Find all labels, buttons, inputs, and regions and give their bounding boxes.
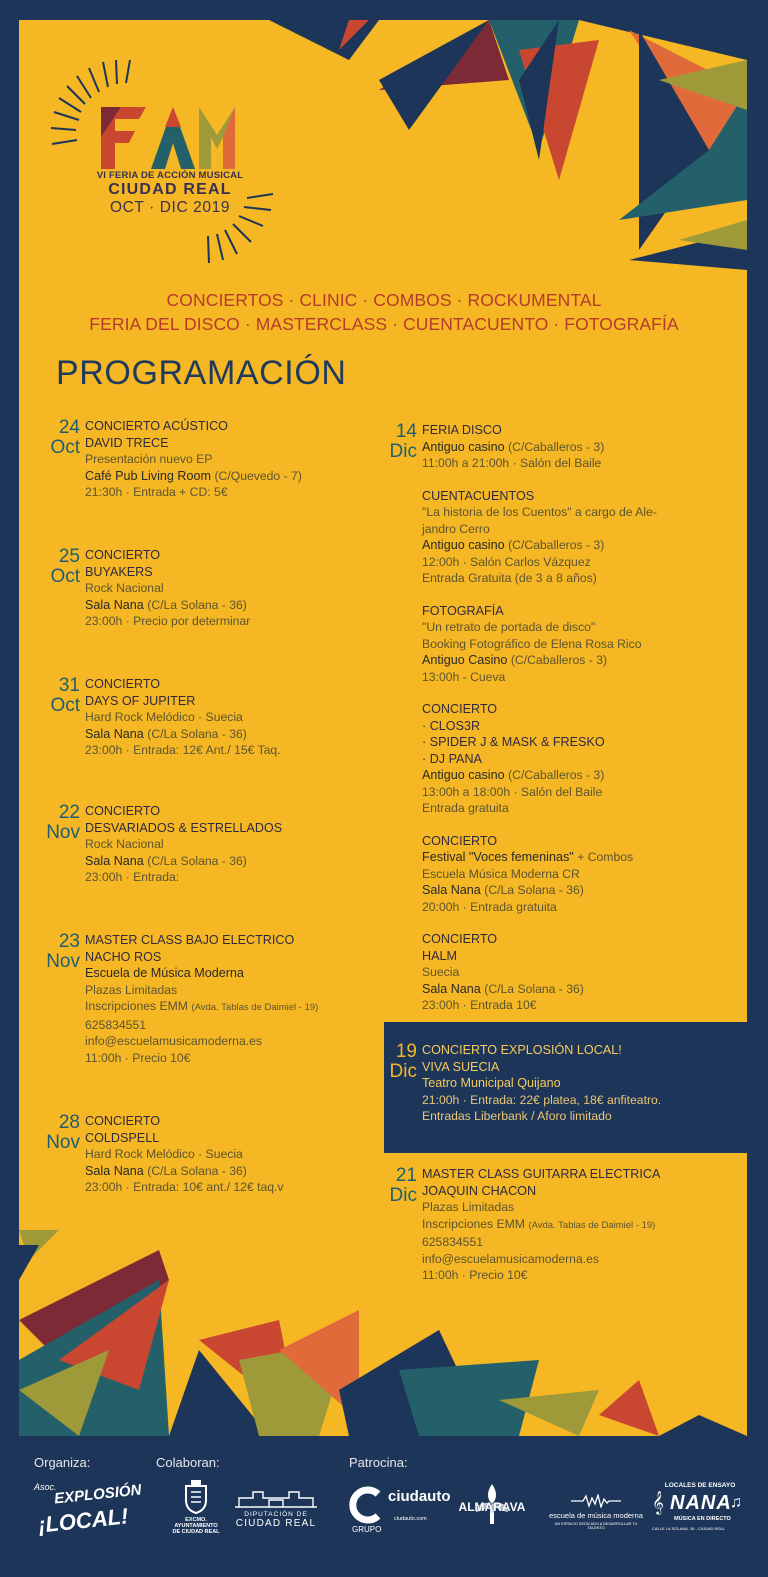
shield-icon [183, 1480, 209, 1514]
event-title: CONCIERTO [85, 548, 161, 562]
event-address: (C/Caballeros - 3) [508, 439, 605, 454]
ayuntamiento-line-2: DE CIUDAD REAL [172, 1529, 220, 1535]
event-venue: Sala Nana [85, 597, 144, 612]
logo-subtitle: VI FERIA DE ACCIÓN MUSICAL [96, 170, 244, 181]
event-day: 25 [58, 546, 80, 567]
event-month: Oct [50, 437, 80, 458]
event-title: CONCIERTO [85, 804, 161, 818]
event-details: 12:00h · Salón Carlos Vázquez [422, 554, 591, 569]
event-month: Oct [50, 566, 80, 587]
nana-address: CALLE LA SOLANA, 36 - CIUDAD REAL [652, 1526, 725, 1531]
local-word: ¡LOCAL! [36, 1503, 130, 1538]
event-address: (C/Caballeros - 3) [508, 538, 605, 552]
event-details: 21:30h · Entrada + CD: 5€ [85, 485, 228, 499]
event-day: 24 [58, 417, 80, 438]
event-phone: 625834551 [422, 1235, 484, 1249]
event-act: · CLOS3R [422, 718, 481, 733]
treble-clef-icon: 𝄞 [652, 1492, 664, 1514]
event-month: Nov [46, 951, 80, 972]
event-details: 23:00h · Entrada: 12€ Ant./ 15€ Taq. [85, 743, 281, 757]
event-day: 23 [58, 931, 80, 952]
event-act: HALM [422, 948, 457, 963]
event-genre: Hard Rock Melódico · Suecia [85, 710, 243, 724]
event-title: MASTER CLASS BAJO ELECTRICO [85, 933, 295, 947]
event-venue: Sala Nana [85, 726, 144, 741]
event-day: 14 [395, 421, 417, 442]
grupo-label: GRUPO [352, 1525, 382, 1534]
event-details: 20:00h · Entrada gratuita [422, 899, 557, 914]
event-info-line: "Un retrato de portada de disco" [422, 620, 596, 634]
event-act: · DJ PANA [422, 751, 482, 766]
page-title: PROGRAMACIÓN [56, 354, 347, 392]
event-info-line: Escuela Música Moderna CR [422, 866, 580, 881]
featured-event-band [384, 1022, 768, 1153]
nana-subtitle: MÚSICA EN DIRECTO [674, 1516, 731, 1522]
event-genre: Presentación nuevo EP [85, 452, 213, 466]
event-month: Dic [389, 441, 417, 462]
explosion-asoc: Asoc. [34, 1482, 57, 1492]
event-month: Dic [389, 1061, 417, 1082]
explosion-word: EXPLOSIÓN [53, 1481, 143, 1508]
event-act: VIVA SUECIA [422, 1059, 500, 1074]
event-address: (C/La Solana - 36) [484, 883, 584, 897]
event-title: CONCIERTO ACÚSTICO [85, 419, 228, 433]
event-title: FOTOGRAFÍA [422, 603, 504, 618]
event-month: Dic [389, 1185, 417, 1206]
event-title: CONCIERTO [422, 833, 498, 848]
event-address: (C/Caballeros - 3) [510, 653, 608, 667]
event-venue: Sala Nana [85, 1163, 144, 1178]
event-title: MASTER CLASS GUITARRA ELECTRICA [422, 1167, 661, 1181]
diputacion-line-1: DIPUTACIÓN DE [244, 1511, 308, 1518]
diputacion-logo [226, 1486, 326, 1536]
event-title: CONCIERTO [85, 1114, 161, 1128]
event-info-line: Plazas Limitadas [422, 1200, 515, 1214]
event-act: JOAQUIN CHACON [422, 1183, 537, 1198]
explosion-local-logo [24, 1480, 143, 1540]
event-details: 21:00h · Entrada: 22€ platea, 18€ anfiteatro. [422, 1092, 662, 1107]
event-info-line: Inscripciones EMM [422, 1216, 525, 1231]
event-day: 28 [58, 1112, 80, 1133]
event-address: (C/Quevedo - 7) [214, 468, 302, 483]
event-venue: Sala Nana [85, 853, 144, 868]
organiza-label: Organiza: [34, 1455, 91, 1470]
fam-logo-mark [101, 107, 241, 169]
event-title: FERIA DISCO [422, 423, 502, 437]
event-festival: Festival "Voces femeninas" [422, 850, 574, 864]
event-info-line: "La historia de los Cuentos" a cargo de Ale- [422, 505, 657, 519]
ciudauto-name: ciudauto [388, 1488, 451, 1505]
event-venue: Antiguo casino [422, 768, 505, 782]
event-genre: Rock Nacional [85, 837, 164, 851]
event-venue: Sala Nana [422, 883, 481, 897]
event-act: NACHO ROS [85, 949, 162, 964]
event-title: CONCIERTO [422, 932, 498, 946]
sponsors-footer [0, 1436, 768, 1577]
nana-name: NANA [670, 1492, 732, 1514]
ayuntamiento-logo [166, 1480, 226, 1540]
event-act: DESVARIADOS & ESTRELLADOS [85, 820, 283, 835]
colaboran-label: Colaboran: [156, 1455, 220, 1470]
event-genre: Hard Rock Melódico · Suecia [85, 1147, 243, 1161]
escuela-tagline: UN ESPACIO DEDICADO A DESARROLLAR TU TALENTO [554, 1522, 638, 1530]
event-title: CONCIERTO [85, 677, 161, 691]
building-icon [233, 1486, 319, 1508]
event-genre: Suecia [422, 965, 460, 979]
logo-dates: OCT · DIC 2019 [109, 199, 231, 216]
ayuntamiento-line-1: EXCMO. AYUNTAMIENTO [174, 1517, 218, 1529]
event-title: CUENTACUENTOS [422, 488, 535, 503]
event-day: 19 [395, 1041, 417, 1062]
ciudauto-c-icon [348, 1486, 386, 1524]
event-venue: Escuela de Música Moderna [85, 966, 244, 980]
categories-line-1: CONCIERTOS · CLINIC · COMBOS · ROCKUMENTAL [166, 290, 602, 310]
event-address: (Avda. Tablas de Daimiel - 19) [191, 1002, 319, 1013]
event-title: CONCIERTO EXPLOSIÓN LOCAL! [422, 1043, 622, 1057]
waveform-icon [571, 1494, 621, 1508]
event-details: 11:00h · Precio 10€ [422, 1268, 528, 1282]
event-act: DAVID TRECE [85, 435, 169, 450]
event-details: 23:00h · Entrada: [85, 870, 180, 884]
poster [19, 20, 747, 1436]
event-month: Nov [46, 1132, 80, 1153]
event-extra: + Combos [577, 850, 634, 864]
music-note-icon: ♫ [730, 1494, 742, 1511]
event-day: 31 [58, 675, 80, 696]
event-info-line: Entrada Gratuita (de 3 a 8 años) [422, 571, 597, 585]
event-phone: 625834551 [85, 1017, 147, 1032]
event-venue: Antiguo casino [422, 439, 505, 454]
ciudauto-web: ciudauto.com [394, 1516, 427, 1522]
event-venue: Sala Nana [422, 981, 481, 996]
event-details: 11:00h · Precio 10€ [85, 1050, 191, 1065]
event-email[interactable]: info@escuelamusicamoderna.es [422, 1251, 599, 1266]
ciudauto-logo [348, 1486, 451, 1538]
event-address: (C/La Solana - 36) [147, 597, 247, 612]
event-info-line: Entradas Liberbank / Aforo limitado [422, 1109, 612, 1123]
event-month: Oct [50, 695, 80, 716]
categories-line-2: FERIA DEL DISCO · MASTERCLASS · CUENTACUENTO · FOTOGRAFÍA [89, 314, 679, 334]
event-details: 13:00h a 18:00h · Salón del Baile [422, 784, 603, 799]
event-venue: Café Pub Living Room [85, 468, 212, 483]
event-details: 11:00h a 21:00h · Salón del Baile [422, 456, 602, 470]
event-genre: Rock Nacional [85, 581, 164, 595]
event-address: (Avda. Tablas de Daimiel - 19) [528, 1219, 656, 1231]
event-act: DAYS OF JUPITER [85, 693, 196, 708]
event-venue: Antiguo Casino [422, 653, 508, 667]
event-address: (C/La Solana - 36) [147, 853, 247, 868]
event-details: 23:00h · Precio por determinar [85, 614, 251, 628]
event-info-line: Booking Fotográfico de Elena Rosa Rico [422, 636, 642, 651]
almarava-logo [456, 1482, 528, 1540]
patrocina-label: Patrocina: [349, 1455, 408, 1470]
event-act: BUYAKERS [85, 564, 153, 579]
escuela-musica-logo [546, 1494, 646, 1534]
event-info-line: jandro Cerro [422, 521, 490, 536]
event-email[interactable]: info@escuelamusicamoderna.es [85, 1034, 262, 1048]
event-info-line: Plazas Limitadas [85, 982, 178, 997]
event-details: 13:00h - Cueva [422, 669, 506, 684]
event-act: · SPIDER J & MASK & FRESKO [422, 735, 605, 749]
event-title: CONCIERTO [422, 702, 498, 716]
diputacion-line-2: CIUDAD REAL [235, 1518, 317, 1529]
event-month: Nov [46, 822, 80, 843]
almarava-name: ALMARAVA [458, 1500, 526, 1514]
event-details: 23:00h · Entrada: 10€ ant./ 12€ taq.v [85, 1180, 284, 1194]
sala-nana-logo [652, 1482, 748, 1542]
event-address: (C/La Solana - 36) [147, 726, 247, 741]
event-details: 23:00h · Entrada 10€ [422, 998, 537, 1012]
event-info-line: Inscripciones EMM [85, 999, 188, 1013]
event-venue: Teatro Municipal Quijano [422, 1076, 561, 1090]
nana-top-line: LOCALES DE ENSAYO [664, 1482, 736, 1489]
logo-city: CIUDAD REAL [108, 181, 232, 198]
escuela-name: escuela de música moderna [549, 1511, 643, 1520]
event-address: (C/Caballeros - 3) [508, 768, 605, 782]
event-day: 22 [58, 802, 80, 823]
event-address: (C/La Solana - 36) [147, 1163, 247, 1178]
event-address: (C/La Solana - 36) [484, 981, 584, 996]
event-act: COLDSPELL [85, 1130, 160, 1145]
event-day: 21 [395, 1165, 417, 1186]
event-info-line: Entrada gratuita [422, 801, 509, 815]
event-venue: Antiguo casino [422, 538, 505, 552]
